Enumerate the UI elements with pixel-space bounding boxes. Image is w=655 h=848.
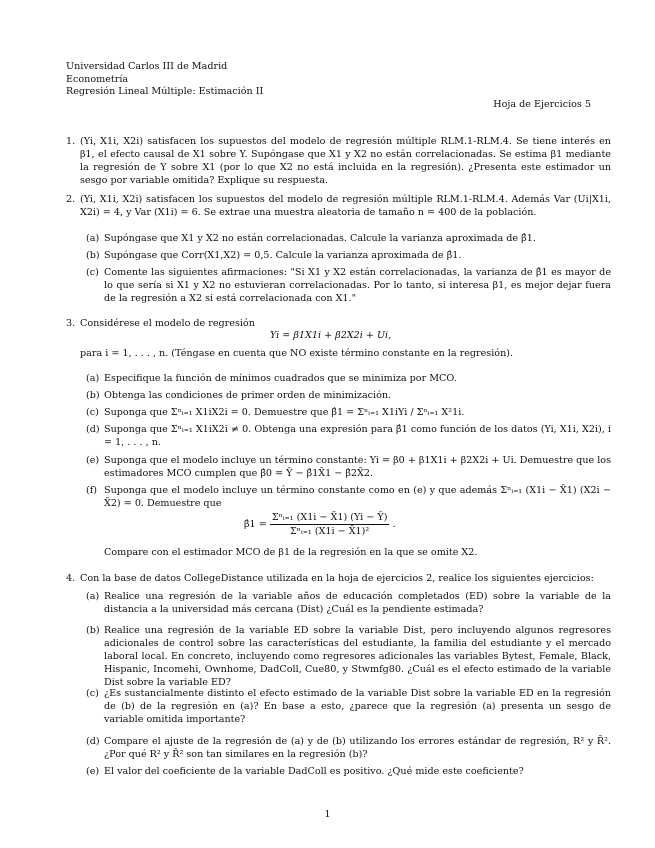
item-text: Suponga que el modelo incluye un término constante como en (e) y que además Σⁿᵢ₌₁ (X1i − X̄1) (X2i − X̄2) = 0. Demuestre que (104, 485, 611, 509)
item-label: (a) (86, 233, 100, 244)
exercise-3d (86, 423, 611, 449)
item-label: (b) (86, 625, 100, 636)
item-label: (a) (86, 373, 100, 384)
item-text: Realice una regresión de la variable años de educación completados (ED) sobre la variable de la distancia a la universidad más cercana (Dist) ¿Cuál es la pendiente estimada? (104, 591, 611, 615)
exercise-2a (86, 232, 611, 245)
exercise-3b (86, 389, 611, 402)
item-text: Supóngase que Corr(X1,X2) = 0,5. Calcule la varianza aproximada de β̂1. (104, 250, 462, 261)
formula-lhs: β̂1 = (244, 519, 267, 530)
exercise-text: para i = 1, . . . , n. (Téngase en cuenta que NO existe término constante en la regresión). (80, 348, 514, 359)
item-label: (e) (86, 455, 100, 466)
item-text: Compare con el estimador MCO de β1 de la regresión en la que se omite X2. (104, 547, 478, 558)
item-text: Suponga que Σⁿᵢ₌₁ X1iX2i = 0. Demuestre que β̂1 = Σⁿᵢ₌₁ X1iYi / Σⁿᵢ₌₁ X²1i. (104, 407, 465, 418)
exercise-2 (66, 193, 611, 219)
exercise-3-compare (86, 546, 611, 559)
document-header (66, 60, 263, 98)
fraction-numerator: Σⁿᵢ₌₁ (X1i − X̄1) (Yi − Ȳ) (271, 512, 388, 523)
exercise-4c (86, 687, 611, 726)
fraction-denominator: Σⁿᵢ₌₁ (X1i − X̄1)² (290, 526, 370, 537)
exercise-text: Con la base de datos CollegeDistance utilizada en la hoja de ejercicios 2, realice los siguientes ejercicios: (80, 573, 594, 584)
item-label: (d) (86, 736, 100, 747)
item-label: (c) (86, 407, 99, 418)
exercise-text: (Yi, X1i, X2i) satisfacen los supuestos del modelo de regresión múltiple RLM.1-RLM.4. Se tiene interés en β1, el efecto causal de X1 sobre Y. Supóngase que X1 y X2 no están correlacionadas. Se estima β1 mediante la regresión de Y sobre X1 (por lo que X2 no está incluida en la regresión). ¿Presenta este estimador un sesgo por variable omitida? Explique su respuesta. (80, 136, 611, 186)
exercise-4 (66, 572, 611, 585)
exercise-number: 1. (66, 136, 76, 147)
item-text: El valor del coeficiente de la variable DadColl es positivo. ¿Qué mide este coeficiente? (104, 766, 524, 777)
item-label: (c) (86, 267, 99, 278)
exercise-4a (86, 590, 611, 616)
item-text: Suponga que el modelo incluye un término constante: Yi = β0 + β1X1i + β2X2i + Ui. Demuestre que los estimadores MCO cumplen que β̂0 = Ȳ − β̂1X̄1 − β̂2X̄2. (104, 455, 611, 479)
item-label: (d) (86, 424, 100, 435)
university-name: Universidad Carlos III de Madrid (66, 61, 228, 72)
sheet-title: Hoja de Ejercicios 5 (493, 99, 591, 110)
exercise-text: Considérese el modelo de regresión (80, 318, 255, 329)
exercise-number: 4. (66, 573, 76, 584)
item-label: (f) (86, 485, 98, 496)
exercise-4e (86, 765, 611, 778)
item-text: Supóngase que X1 y X2 no están correlacionadas. Calcule la varianza aproximada de β̂1. (104, 233, 536, 244)
item-label: (c) (86, 688, 99, 699)
item-text: Suponga que Σⁿᵢ₌₁ X1iX2i ≠ 0. Obtenga una expresión para β̂1 como función de los datos (Yi, X1i, X2i), i = 1, . . . , n. (104, 424, 611, 448)
item-text: Compare el ajuste de la regresión de (a) y de (b) utilizando los errores estándar de regresión, R² y R̄². ¿Por qué R² y R̄² son tan similares en la regresión (b)? (104, 736, 611, 760)
item-text: Comente las siguientes afirmaciones: "Si X1 y X2 están correlacionadas, la varianza de β̂1 es mayor de lo que sería si X1 y X2 no estuvieran correlacionadas. Por lo tanto, si interesa β1, es mejor dejar fuera de la regresión a X2 si está correlacionada con X1." (104, 267, 611, 304)
exercise-3e (86, 454, 611, 480)
formula-tail: . (392, 519, 396, 530)
exercise-3f (86, 484, 611, 510)
exercise-text: (Yi, X1i, X2i) satisfacen los supuestos del modelo de regresión múltiple RLM.1-RLM.4. Además Var (Ui|X1i, X2i) = 4, y Var (X1i) = 6. Se extrae una muestra aleatoria de tamaño n = 400 de la población. (80, 194, 611, 218)
item-label: (e) (86, 766, 100, 777)
item-text: Especifique la función de mínimos cuadrados que se minimiza por MCO. (104, 373, 457, 384)
item-text: Realice una regresión de la variable ED sobre la variable Dist, pero incluyendo algunos regresores adicionales de control sobre las características del estudiante, la familia del estudiante y el mercado laboral local. En concreto, incluyendo como regresores adicionales las variables Bytest, Female, Black, Hispanic, Incomehi, Ownhome, DadColl, Cue80, y Stwmfg80. ¿Cuál es el efecto estimado de la variable Dist sobre la variable ED? (104, 625, 611, 688)
item-text: ¿Es sustancialmente distinto el efecto estimado de la variable Dist sobre la variable ED en la regresión de (b) de la regresión en (a)? En base a esto, ¿parece que la regresión (a) presenta un sesgo de variable omitida importante? (104, 688, 611, 725)
exercise-1 (66, 135, 611, 187)
topic-title: Regresión Lineal Múltiple: Estimación II (66, 86, 264, 97)
exercise-3-cont (66, 347, 611, 360)
exercise-4b (86, 624, 611, 689)
exercise-2b (86, 249, 611, 262)
exercise-4d (86, 735, 611, 761)
fraction (270, 511, 390, 538)
course-name: Econometría (66, 73, 129, 85)
item-label: (a) (86, 591, 100, 602)
exercise-3c (86, 406, 611, 419)
beta-formula (244, 511, 396, 538)
exercise-number: 2. (66, 194, 76, 205)
item-label: (b) (86, 250, 100, 261)
item-label: (b) (86, 390, 100, 401)
page-number: 1 (324, 809, 331, 820)
item-text: Obtenga las condiciones de primer orden de minimización. (104, 390, 392, 401)
exercise-3a (86, 372, 611, 385)
exercise-number: 3. (66, 318, 76, 329)
exercise-2c (86, 266, 611, 305)
regression-equation: Yi = β1X1i + β2X2i + Ui, (270, 330, 392, 341)
